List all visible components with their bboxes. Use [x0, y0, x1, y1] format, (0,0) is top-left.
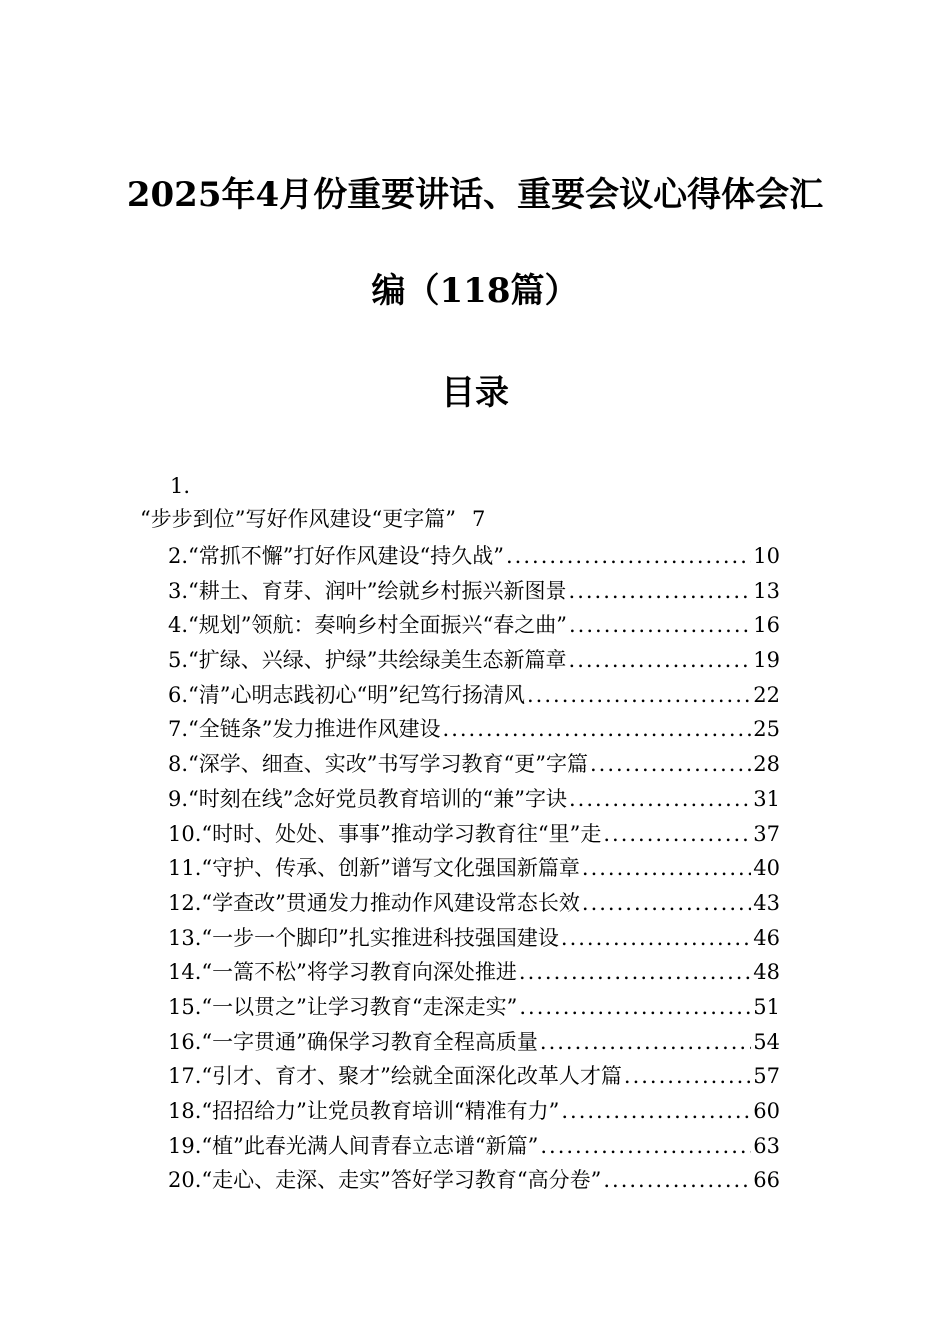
toc-entry-text: “学查改”贯通发力推动作风建设常态长效: [201, 890, 580, 915]
toc-leader-dots: [561, 921, 751, 956]
toc-entry[interactable]: [168, 1094, 780, 1129]
toc-entry-text: “招招给力”让党员教育培训“精准有力”: [201, 1099, 560, 1123]
toc-entry-text: “规划”领航：奏响乡村全面振兴“春之曲”: [188, 613, 567, 638]
toc-entry-page: 25: [753, 717, 780, 742]
toc-entry-page: 48: [753, 960, 780, 985]
toc-entry-page: 19: [753, 648, 780, 673]
toc-entry-page: 54: [753, 1029, 780, 1054]
toc-leader-dots: [519, 955, 751, 990]
toc-leader-dots: [506, 539, 751, 574]
toc-entry-page: 57: [753, 1064, 780, 1089]
toc-entry-number: 2.: [168, 544, 189, 568]
toc-entry-page: 37: [753, 821, 780, 846]
toc-entry-page: 13: [753, 578, 780, 603]
toc-entry-text: “一篙不松”将学习教育向深处推进: [201, 960, 517, 985]
toc-entry-1-text: “步步到位”写好作风建设“更字篇”: [140, 507, 456, 531]
toc-entry-text: “深学、细查、实改”书写学习教育“更”字篇: [188, 752, 588, 777]
toc-entry-text: “耕土、育芽、润叶”绘就乡村振兴新图景: [188, 578, 567, 603]
toc-entry-page: 16: [753, 613, 780, 638]
toc-entry-text: “扩绿、兴绿、护绿”共绘绿美生态新篇章: [188, 648, 567, 673]
toc-entry-page: 10: [753, 544, 780, 568]
toc-entry[interactable]: [168, 1163, 780, 1198]
toc-leader-dots: [624, 1059, 751, 1094]
toc-leader-dots: [569, 643, 752, 678]
toc-entry-page: 31: [753, 786, 780, 811]
toc-leader-dots: [540, 1129, 751, 1164]
toc-leader-dots: [569, 574, 752, 609]
table-of-contents: [168, 539, 780, 1198]
toc-leader-dots: [443, 712, 752, 747]
toc-entry[interactable]: [168, 712, 780, 747]
toc-entry-page: 60: [753, 1099, 780, 1123]
toc-entry-number: 15.: [168, 994, 202, 1019]
toc-entry-page: 22: [753, 682, 780, 707]
toc-leader-dots: [582, 851, 751, 886]
toc-entry-text: “引才、育才、聚才”绘就全面深化改革人才篇: [201, 1064, 622, 1089]
toc-entry-page: 66: [753, 1168, 780, 1193]
toc-entry-number: 18.: [168, 1099, 202, 1123]
toc-entry-number: 7.: [168, 717, 189, 742]
toc-leader-dots: [603, 817, 751, 852]
toc-entry-number: 3.: [168, 578, 189, 603]
toc-entry-text: “植”此春光满人间青春立志谱“新篇”: [201, 1133, 539, 1158]
toc-entry[interactable]: [168, 747, 780, 782]
toc-entry[interactable]: [168, 955, 780, 990]
toc-entry-page: 40: [753, 856, 780, 881]
toc-entry-text: “一字贯通”确保学习教育全程高质量: [201, 1029, 538, 1054]
toc-leader-dots: [590, 747, 751, 782]
toc-entry-number: 12.: [168, 890, 202, 915]
toc-entry[interactable]: [168, 643, 780, 678]
document-title-line2: 编（118篇）: [371, 271, 579, 311]
toc-entry[interactable]: [168, 1025, 780, 1060]
toc-entry-text: “常抓不懈”打好作风建设“持久战”: [188, 544, 504, 568]
toc-leader-dots: [561, 1094, 751, 1129]
toc-entry-number: 6.: [168, 682, 189, 707]
toc-entry[interactable]: [168, 1129, 780, 1164]
toc-entry-page: 46: [753, 925, 780, 950]
toc-entry-text: “清”心明志践初心“明”纪笃行扬清风: [188, 682, 525, 707]
document-title-line1: 2025年4月份重要讲话、重要会议心得体会汇: [126, 175, 824, 215]
toc-entry[interactable]: [168, 817, 780, 852]
toc-entry-number: 16.: [168, 1029, 202, 1054]
toc-entry-number: 17.: [168, 1064, 202, 1089]
toc-leader-dots: [569, 608, 751, 643]
toc-entry-number: 19.: [168, 1133, 202, 1158]
toc-entry-number: 4.: [168, 613, 189, 638]
toc-entry-page: 28: [753, 752, 780, 777]
toc-leader-dots: [569, 782, 751, 817]
toc-entry-1[interactable]: [140, 504, 780, 534]
toc-entry[interactable]: [168, 574, 780, 609]
toc-entry[interactable]: [168, 539, 780, 574]
toc-entry-page: 51: [753, 994, 780, 1019]
toc-leader-dots: [603, 1163, 751, 1198]
toc-entry-text: “一步一个脚印”扎实推进科技强国建设: [201, 925, 559, 950]
toc-entry[interactable]: [168, 782, 780, 817]
toc-entry[interactable]: [168, 1059, 780, 1094]
toc-entry-number: 11.: [168, 856, 202, 881]
toc-heading: 目录: [441, 373, 509, 413]
toc-entry-number: 5.: [168, 648, 189, 673]
toc-entry[interactable]: [168, 678, 780, 713]
toc-entry-number: 13.: [168, 925, 202, 950]
toc-entry-page: 63: [753, 1133, 780, 1158]
toc-entry-text: “全链条”发力推进作风建设: [188, 717, 441, 742]
toc-leader-dots: [582, 886, 751, 921]
toc-entry-number: 10.: [168, 821, 202, 846]
toc-entry-number: 9.: [168, 786, 189, 811]
toc-entry-text: “时时、处处、事事”推动学习教育往“里”走: [201, 821, 602, 846]
toc-entry[interactable]: [168, 886, 780, 921]
toc-entry-1-page: 7: [471, 507, 486, 531]
toc-entry-text: “守护、传承、创新”谱写文化强国新篇章: [201, 856, 580, 881]
toc-leader-dots: [540, 1025, 751, 1060]
toc-entry[interactable]: [168, 608, 780, 643]
toc-entry-number: 20.: [168, 1168, 202, 1193]
toc-entry[interactable]: [168, 851, 780, 886]
toc-entry[interactable]: [168, 921, 780, 956]
toc-leader-dots: [519, 990, 751, 1025]
toc-entry-number: 14.: [168, 960, 202, 985]
toc-entry-text: “一以贯之”让学习教育“走深走实”: [201, 994, 518, 1019]
toc-entry-page: 43: [753, 890, 780, 915]
toc-entry-text: “时刻在线”念好党员教育培训的“兼”字诀: [188, 786, 567, 811]
toc-leader-dots: [527, 678, 751, 713]
toc-entry-text: “走心、走深、走实”答好学习教育“高分卷”: [201, 1168, 602, 1193]
toc-entry-number: 8.: [168, 752, 189, 777]
toc-entry[interactable]: [168, 990, 780, 1025]
toc-entry-1-number: 1.: [170, 474, 191, 498]
